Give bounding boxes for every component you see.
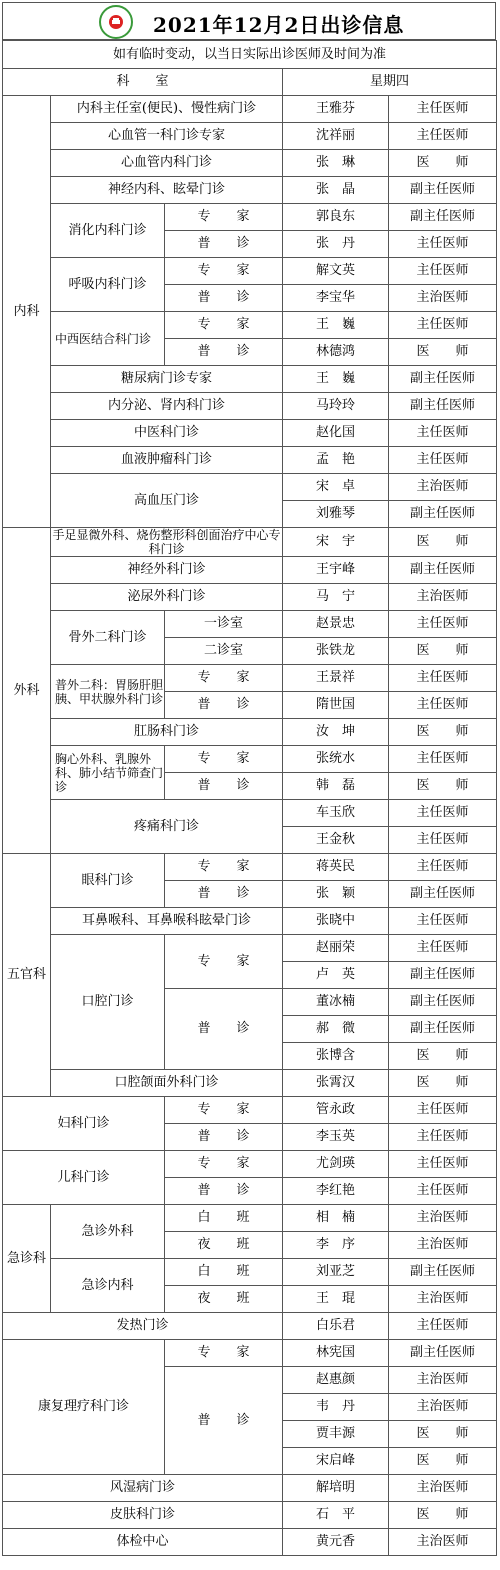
doctor-name: 张 晶 [283, 177, 389, 204]
table-row [3, 1313, 497, 1340]
table-row [3, 204, 497, 231]
dept-label: 血液肿瘤科门诊 [51, 447, 283, 474]
group-emergency: 急诊科 [3, 1205, 51, 1313]
doctor-name: 张霄汉 [283, 1070, 389, 1097]
doctor-name: 张 琳 [283, 150, 389, 177]
session-label: 夜 班 [165, 1232, 283, 1259]
table-row [3, 800, 497, 827]
session-label: 专 家 [165, 854, 283, 881]
dept-label: 神经内科、眩晕门诊 [51, 177, 283, 204]
doctor-name: 赵丽荣 [283, 935, 389, 962]
doctor-title: 主任医师 [389, 692, 497, 719]
day-header: 星期四 [283, 69, 497, 96]
doctor-name: 张 颖 [283, 881, 389, 908]
doctor-title: 医 师 [389, 528, 497, 557]
doctor-title: 主治医师 [389, 1232, 497, 1259]
doctor-title: 医 师 [389, 719, 497, 746]
doctor-title: 主任医师 [389, 854, 497, 881]
doctor-name: 解培明 [283, 1475, 389, 1502]
doctor-title: 主任医师 [389, 1151, 497, 1178]
dept-label: 神经外科门诊 [51, 557, 283, 584]
session-label: 普 诊 [165, 1124, 283, 1151]
doctor-name: 赵惠颜 [283, 1367, 389, 1394]
session-label: 普 诊 [165, 989, 283, 1070]
table-row [3, 150, 497, 177]
notice-row [3, 41, 497, 69]
dept-label: 体检中心 [3, 1529, 283, 1556]
doctor-title: 主任医师 [389, 420, 497, 447]
doctor-title: 主任医师 [389, 312, 497, 339]
dept-label: 内分泌、肾内科门诊 [51, 393, 283, 420]
session-label: 夜 班 [165, 1286, 283, 1313]
dept-label: 疼痛科门诊 [51, 800, 283, 854]
doctor-title: 副主任医师 [389, 366, 497, 393]
doctor-title: 主任医师 [389, 800, 497, 827]
doctor-name: 张铁龙 [283, 638, 389, 665]
session-label: 专 家 [165, 746, 283, 773]
dept-label: 眼科门诊 [51, 854, 165, 908]
doctor-title: 副主任医师 [389, 177, 497, 204]
doctor-name: 李红艳 [283, 1178, 389, 1205]
session-label: 普 诊 [165, 881, 283, 908]
doctor-title: 主任医师 [389, 665, 497, 692]
table-row [3, 1097, 497, 1124]
doctor-title: 医 师 [389, 1448, 497, 1475]
doctor-name: 石 平 [283, 1502, 389, 1529]
doctor-title: 副主任医师 [389, 881, 497, 908]
session-label: 普 诊 [165, 285, 283, 312]
session-label: 专 家 [165, 1340, 283, 1367]
doctor-name: 孟 艳 [283, 447, 389, 474]
doctor-title: 主治医师 [389, 1529, 497, 1556]
doctor-title: 主任医师 [389, 123, 497, 150]
doctor-title: 主任医师 [389, 935, 497, 962]
dept-label: 皮肤科门诊 [3, 1502, 283, 1529]
table-row [3, 665, 497, 692]
dept-label: 康复理疗科门诊 [3, 1340, 165, 1475]
dept-label: 泌尿外科门诊 [51, 584, 283, 611]
doctor-name: 李 序 [283, 1232, 389, 1259]
dept-label: 发热门诊 [3, 1313, 283, 1340]
page-header [2, 2, 496, 40]
doctor-name: 刘雅琴 [283, 501, 389, 528]
table-row [3, 420, 497, 447]
session-label: 二诊室 [165, 638, 283, 665]
doctor-title: 主任医师 [389, 1124, 497, 1151]
doctor-name: 张统水 [283, 746, 389, 773]
doctor-title: 医 师 [389, 638, 497, 665]
doctor-title: 主治医师 [389, 1394, 497, 1421]
session-label: 专 家 [165, 935, 283, 989]
session-label: 普 诊 [165, 231, 283, 258]
session-label: 普 诊 [165, 773, 283, 800]
table-row [3, 1475, 497, 1502]
doctor-name: 张晓中 [283, 908, 389, 935]
table-row [3, 1529, 497, 1556]
table-row [3, 1070, 497, 1097]
dept-label: 胸心外科、乳腺外科、肺小结节筛查门诊 [51, 746, 165, 800]
doctor-name: 宋 卓 [283, 474, 389, 501]
doctor-title: 医 师 [389, 773, 497, 800]
dept-label: 骨外二科门诊 [51, 611, 165, 665]
doctor-name: 刘亚芝 [283, 1259, 389, 1286]
doctor-name: 王 巍 [283, 366, 389, 393]
doctor-title: 主任医师 [389, 611, 497, 638]
doctor-title: 医 师 [389, 1043, 497, 1070]
notice-text: 如有临时变动，以当日实际出诊医师及时间为准 [3, 41, 497, 69]
dept-label: 呼吸内科门诊 [51, 258, 165, 312]
doctor-name: 白乐君 [283, 1313, 389, 1340]
doctor-name: 郭良东 [283, 204, 389, 231]
session-label: 专 家 [165, 258, 283, 285]
doctor-title: 副主任医师 [389, 962, 497, 989]
table-row [3, 1340, 497, 1367]
doctor-name: 宋 宇 [283, 528, 389, 557]
table-row [3, 1259, 497, 1286]
table-row [3, 719, 497, 746]
dept-label: 中医科门诊 [51, 420, 283, 447]
dept-label: 耳鼻喉科、耳鼻喉科眩晕门诊 [51, 908, 283, 935]
table-row [3, 312, 497, 339]
session-label: 专 家 [165, 1097, 283, 1124]
doctor-title: 副主任医师 [389, 393, 497, 420]
doctor-title: 医 师 [389, 1502, 497, 1529]
doctor-title: 主任医师 [389, 1097, 497, 1124]
dept-label: 风湿病门诊 [3, 1475, 283, 1502]
dept-label: 急诊外科 [51, 1205, 165, 1259]
dept-label: 糖尿病门诊专家 [51, 366, 283, 393]
doctor-title: 副主任医师 [389, 501, 497, 528]
header-row [3, 69, 497, 96]
group-surgery: 外科 [3, 528, 51, 854]
dept-label: 肛肠科门诊 [51, 719, 283, 746]
doctor-title: 主治医师 [389, 584, 497, 611]
session-label: 专 家 [165, 1151, 283, 1178]
table-row [3, 393, 497, 420]
table-row [3, 746, 497, 773]
dept-label: 高血压门诊 [51, 474, 283, 528]
doctor-title: 副主任医师 [389, 1016, 497, 1043]
doctor-name: 卢 英 [283, 962, 389, 989]
doctor-name: 林德鸿 [283, 339, 389, 366]
doctor-name: 黄元香 [283, 1529, 389, 1556]
doctor-title: 医 师 [389, 150, 497, 177]
dept-label: 心血管一科门诊专家 [51, 123, 283, 150]
doctor-name: 沈祥丽 [283, 123, 389, 150]
doctor-name: 马玲玲 [283, 393, 389, 420]
doctor-name: 韩 磊 [283, 773, 389, 800]
doctor-title: 主治医师 [389, 1205, 497, 1232]
doctor-name: 赵景忠 [283, 611, 389, 638]
table-row [3, 935, 497, 962]
session-label: 普 诊 [165, 1367, 283, 1475]
table-row [3, 908, 497, 935]
doctor-name: 贾丰源 [283, 1421, 389, 1448]
doctor-title: 主治医师 [389, 285, 497, 312]
page-title: 2021年12月2日出诊信息 [153, 13, 405, 37]
dept-label: 急诊内科 [51, 1259, 165, 1313]
doctor-title: 医 师 [389, 1421, 497, 1448]
doctor-title: 主治医师 [389, 1286, 497, 1313]
table-row [3, 258, 497, 285]
session-label: 普 诊 [165, 339, 283, 366]
table-row [3, 528, 497, 557]
doctor-name: 韦 丹 [283, 1394, 389, 1421]
table-row [3, 123, 497, 150]
session-label: 专 家 [165, 204, 283, 231]
dept-label: 手足显微外科、烧伤整形科创面治疗中心专科门诊 [52, 528, 281, 556]
doctor-name: 相 楠 [283, 1205, 389, 1232]
doctor-title: 主任医师 [389, 447, 497, 474]
doctor-name: 张 丹 [283, 231, 389, 258]
dept-label: 中西医结合科门诊 [51, 312, 165, 366]
dept-label: 口腔门诊 [51, 935, 165, 1070]
doctor-name: 汝 坤 [283, 719, 389, 746]
session-label: 一诊室 [165, 611, 283, 638]
doctor-title: 副主任医师 [389, 1340, 497, 1367]
dept-label: 普外二科：胃肠肝胆胰、甲状腺外科门诊 [51, 665, 165, 719]
doctor-title: 副主任医师 [389, 989, 497, 1016]
doctor-name: 解文英 [283, 258, 389, 285]
doctor-name: 郝 微 [283, 1016, 389, 1043]
group-internal: 内科 [3, 96, 51, 528]
doctor-name: 林宪国 [283, 1340, 389, 1367]
doctor-name: 尤剑瑛 [283, 1151, 389, 1178]
doctor-name: 王雅芬 [283, 96, 389, 123]
doctor-title: 主任医师 [389, 827, 497, 854]
doctor-name: 马 宁 [283, 584, 389, 611]
doctor-name: 蒋英民 [283, 854, 389, 881]
dept-label: 消化内科门诊 [51, 204, 165, 258]
doctor-title: 主任医师 [389, 96, 497, 123]
table-row [3, 1502, 497, 1529]
dept-label: 儿科门诊 [3, 1151, 165, 1205]
table-row [3, 1205, 497, 1232]
table-row [3, 611, 497, 638]
doctor-name: 隋世国 [283, 692, 389, 719]
session-label: 白 班 [165, 1205, 283, 1232]
schedule-table [2, 40, 497, 1556]
hospital-logo-icon [99, 5, 133, 39]
doctor-title: 主任医师 [389, 258, 497, 285]
doctor-title: 主治医师 [389, 474, 497, 501]
dept-label: 内科主任室(便民)、慢性病门诊 [51, 96, 283, 123]
doctor-title: 副主任医师 [389, 557, 497, 584]
doctor-title: 主任医师 [389, 908, 497, 935]
table-row [3, 447, 497, 474]
doctor-name: 董冰楠 [283, 989, 389, 1016]
doctor-title: 副主任医师 [389, 1259, 497, 1286]
session-label: 专 家 [165, 312, 283, 339]
doctor-title: 主治医师 [389, 1367, 497, 1394]
table-row [3, 474, 497, 501]
dept-label: 妇科门诊 [3, 1097, 165, 1151]
doctor-title: 副主任医师 [389, 204, 497, 231]
doctor-title: 医 师 [389, 1070, 497, 1097]
doctor-title: 主任医师 [389, 231, 497, 258]
table-row [3, 177, 497, 204]
group-ent: 五官科 [3, 854, 51, 1097]
session-label: 普 诊 [165, 1178, 283, 1205]
doctor-name: 宋启峰 [283, 1448, 389, 1475]
table-row [3, 96, 497, 123]
table-row [3, 366, 497, 393]
doctor-name: 王景祥 [283, 665, 389, 692]
dept-header: 科 室 [3, 69, 283, 96]
doctor-name: 赵化国 [283, 420, 389, 447]
doctor-name: 王 琨 [283, 1286, 389, 1313]
doctor-title: 主任医师 [389, 746, 497, 773]
doctor-name: 李玉英 [283, 1124, 389, 1151]
doctor-title: 主任医师 [389, 1313, 497, 1340]
session-label: 普 诊 [165, 692, 283, 719]
doctor-name: 张博含 [283, 1043, 389, 1070]
doctor-title: 主任医师 [389, 1178, 497, 1205]
table-row [3, 854, 497, 881]
dept-label: 口腔颌面外科门诊 [51, 1070, 283, 1097]
doctor-name: 王宇峰 [283, 557, 389, 584]
doctor-name: 王 巍 [283, 312, 389, 339]
table-row [3, 584, 497, 611]
table-row [3, 557, 497, 584]
doctor-name: 王金秋 [283, 827, 389, 854]
doctor-name: 管永政 [283, 1097, 389, 1124]
dept-label: 心血管内科门诊 [51, 150, 283, 177]
doctor-name: 李宝华 [283, 285, 389, 312]
table-row [3, 1151, 497, 1178]
doctor-title: 医 师 [389, 339, 497, 366]
session-label: 白 班 [165, 1259, 283, 1286]
doctor-title: 主治医师 [389, 1475, 497, 1502]
session-label: 专 家 [165, 665, 283, 692]
doctor-name: 车玉欣 [283, 800, 389, 827]
